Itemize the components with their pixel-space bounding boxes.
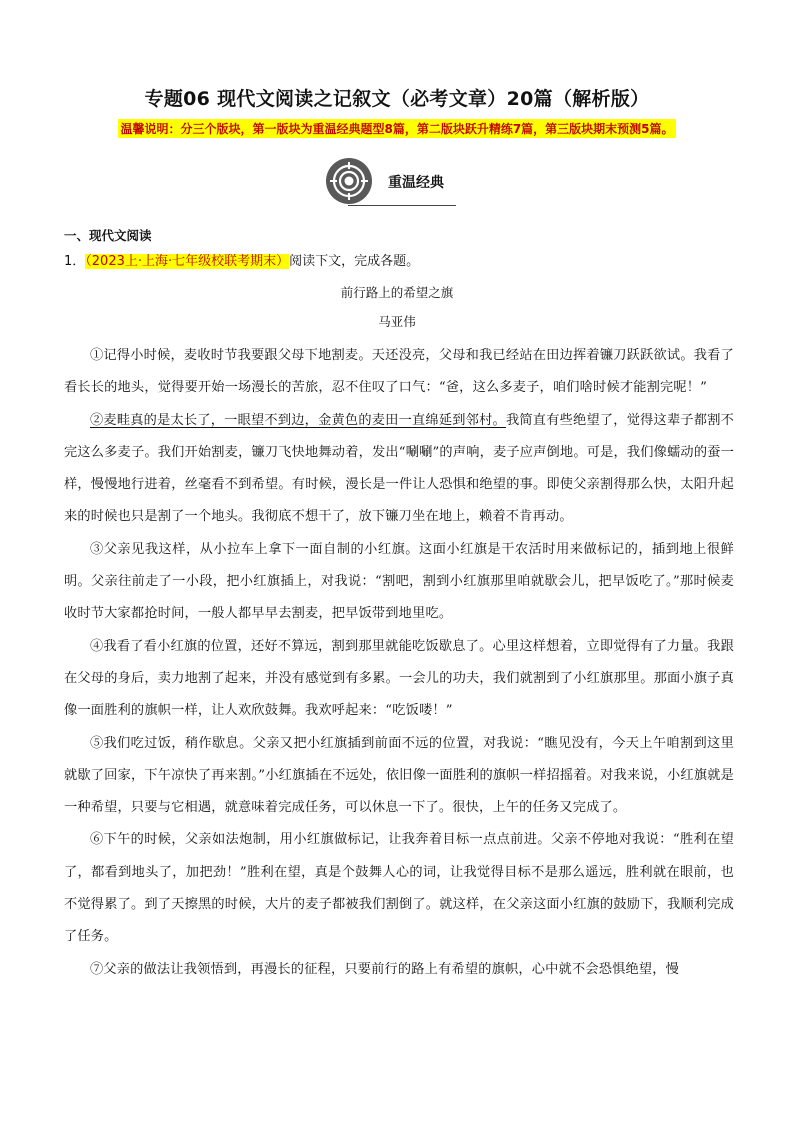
paragraph-2: [64, 405, 734, 534]
paragraph-5: ⑤我们吃过饭，稍作歇息。父亲又把小红旗插到前面不远的位置，对我说：“瞧见没有，今天上午咱割到这里就歇了回家，下午凉快了再来割。”小红旗插在不远处，依旧像一面胜利的旗帜一样招摇着。对我来说，小红旗就是一种希望，只要与它相遇，就意味着完成任务，可以休息一下了。很快，上午的任务又完成了。: [64, 735, 734, 816]
question-instruction: 阅读下文，完成各题。: [289, 254, 420, 269]
question-line: [64, 250, 419, 269]
question-number: 1．: [64, 254, 86, 269]
banner-label: 重温经典: [388, 175, 444, 191]
paragraph-3: ③父亲见我这样，从小拉车上拿下一面自制的小红旗。这面小红旗是干农活时用来做标记的，插到地上很鲜明。父亲往前走了一小段，把小红旗插上，对我说：“割吧，割到小红旗那里咱就歇会儿，把早饭吃了。”那时候麦收时节大家都抢时间，一般人都早早去割麦，把早饭带到地里吃。: [64, 541, 734, 622]
paragraph-2-rest: 我简直有些绝望了，觉得这辈子都割不完这么多麦子。我们开始割麦，镰刀飞快地舞动着，发出“唰唰”的声响，麦子应声倒地。可是，我们像蠕动的蚕一样，慢慢地行进着，丝毫看不到希望。有时候，漫长是一件让人恐惧和绝望的事。即使父亲割得那么快，太阳升起来的时候也只是割了一个地头。我彻底不想干了，放下镰刀坐在地上，赖着不肯再动。: [64, 412, 734, 525]
banner-circle: [326, 158, 372, 204]
paragraph-1: ①记得小时候，麦收时节我要跟父母下地割麦。天还没亮，父母和我已经站在田边挥着镰刀跃跃欲试。我看了看长长的地头，觉得要开始一场漫长的苦旅，忍不住叹了口气：“爸，这么多麦子，咱们啥时候才能割完呢！”: [64, 348, 734, 396]
underlined-sentence: ②麦畦真的是太长了，一眼望不到边，金黄色的麦田一直绵延到邻村。: [90, 412, 506, 428]
section-heading: 一、现代文阅读: [64, 228, 152, 243]
question-source: （2023上·上海·七年级校联考期末）: [85, 254, 290, 269]
paragraph-6: ⑥下午的时候，父亲如法炮制，用小红旗做标记，让我奔着目标一点点前进。父亲不停地对我说：“胜利在望了，都看到地头了，加把劲！”胜利在望，真是个鼓舞人心的词，让我觉得目标不是那么遥远，胜利就在眼前，也不觉得累了。到了天擦黑的时候，大片的麦子都被我们割倒了。就这样，在父亲这面小红旗的鼓励下，我顺利完成了任务。: [64, 832, 734, 945]
target-icon: [326, 158, 372, 204]
document-title: 专题06 现代文阅读之记叙文（必考文章）20篇（解析版）: [144, 88, 650, 110]
paragraph-7: ⑦父亲的做法让我领悟到，再漫长的征程，只要前行的路上有希望的旗帜，心中就不会恐惧绝望，慢: [90, 961, 680, 977]
article-body: [64, 340, 734, 986]
article-author: 马亚伟: [378, 314, 416, 329]
paragraph-4: ④我看了看小红旗的位置，还好不算远，割到那里就能吃饭歇息了。心里这样想着，立即觉得有了力量。我跟在父母的身后，卖力地割了起来，并没有感觉到有多累。一会儿的功夫，我们就割到了小红旗那里。那面小旗子真像一面胜利的旗帜一样，让人欢欣鼓舞。我欢呼起来：“吃饭喽！”: [64, 638, 734, 719]
warm-notice: 温馨说明：分三个版块，第一版块为重温经典题型8篇，第二版块跃升精练7篇，第三版块期末预测5篇。: [118, 119, 675, 138]
section-banner: [326, 158, 456, 208]
banner-underline: [348, 205, 456, 206]
article-title: 前行路上的希望之旗: [340, 285, 454, 300]
notice-row: [0, 118, 794, 138]
